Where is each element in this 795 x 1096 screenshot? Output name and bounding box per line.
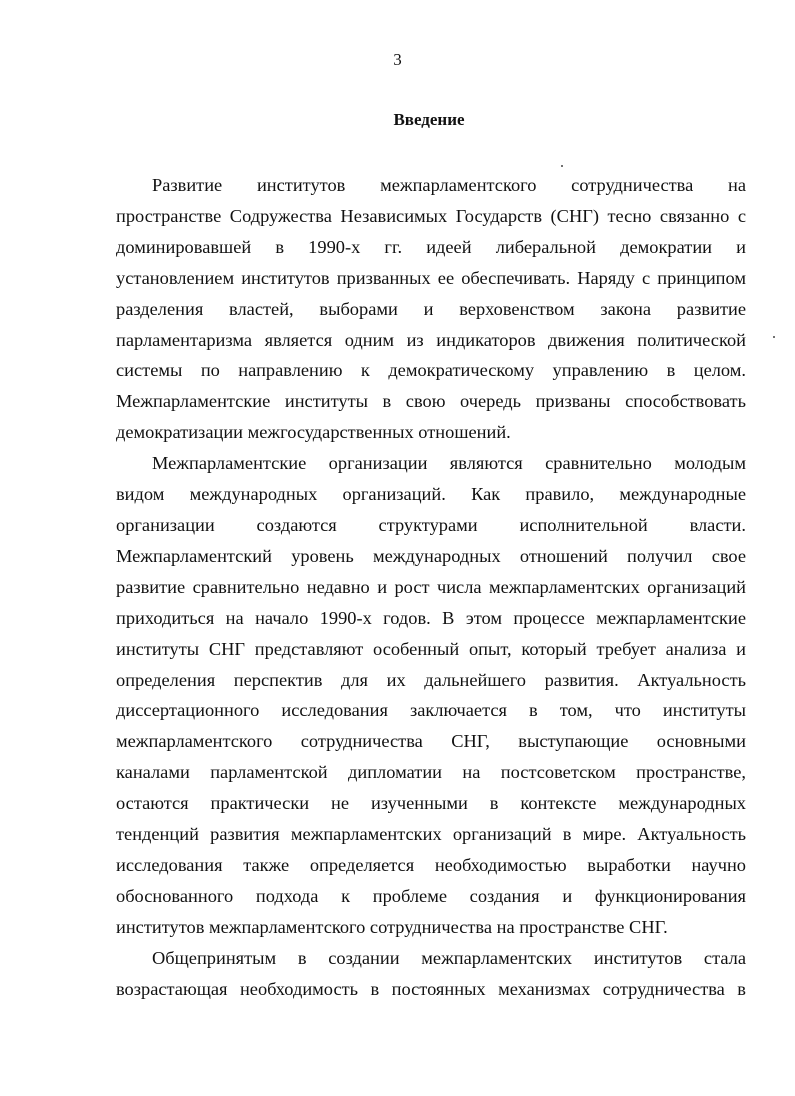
text-line: институтов межпарламентского сотрудничества на пространстве СНГ. bbox=[116, 916, 668, 937]
text-line: Развитие институтов межпарламентского сотрудничества на bbox=[152, 175, 746, 195]
text-line: системы по направлению к демократическому управлению в целом. bbox=[116, 360, 746, 381]
text-line: исследования также определяется необходимостью выработки научно bbox=[116, 854, 746, 875]
text-line: остаются практически не изученными в контексте международных bbox=[116, 793, 746, 814]
text-line: установлением институтов призванных ее обеспечивать. Наряду с принципом bbox=[116, 267, 746, 288]
paragraph-1 bbox=[116, 170, 746, 448]
paragraph-3 bbox=[116, 943, 746, 1005]
text-line: диссертационного исследования заключается в том, что институты bbox=[116, 700, 746, 721]
text-line: каналами парламентской дипломатии на постсоветском пространстве, bbox=[116, 762, 746, 783]
body-text bbox=[116, 170, 746, 1004]
text-line: пространстве Содружества Независимых Государств (СНГ) тесно связанно с bbox=[116, 205, 746, 226]
paragraph-2 bbox=[116, 448, 746, 943]
text-line: межпарламентского сотрудничества СНГ, выступающие основными bbox=[116, 731, 746, 752]
text-line: определения перспектив для их дальнейшего развития. Актуальность bbox=[116, 669, 746, 690]
text-line: Общепринятым в создании межпарламентских институтов стала bbox=[152, 947, 746, 968]
scan-speck bbox=[561, 165, 563, 167]
text-line: организации создаются структурами исполнительной власти. bbox=[116, 514, 746, 535]
text-line: парламентаризма является одним из индикаторов движения политической bbox=[116, 329, 746, 350]
text-line: институты СНГ представляют особенный опыт, который требует анализа и bbox=[116, 638, 746, 659]
text-line: демократизации межгосударственных отношений. bbox=[116, 422, 511, 443]
section-heading: Введение bbox=[393, 110, 465, 129]
text-line: обоснованного подхода к проблеме создания и функционирования bbox=[116, 885, 746, 906]
text-line: доминировавшей в 1990-х гг. идеей либеральной демократии и bbox=[116, 236, 746, 257]
text-line: разделения властей, выборами и верховенством закона развитие bbox=[116, 298, 746, 319]
text-line: развитие сравнительно недавно и рост числа межпарламентских организаций bbox=[116, 576, 746, 597]
text-line: Межпарламентские институты в свою очередь призваны способствовать bbox=[116, 391, 746, 412]
text-line: Межпарламентские организации являются сравнительно молодым bbox=[152, 453, 746, 474]
text-line: возрастающая необходимость в постоянных механизмах сотрудничества в bbox=[116, 978, 746, 999]
text-line: приходиться на начало 1990-х годов. В этом процессе межпарламентские bbox=[116, 607, 746, 628]
scan-speck bbox=[773, 336, 775, 338]
text-line: Межпарламентский уровень международных отношений получил свое bbox=[116, 545, 746, 566]
text-line: видом международных организаций. Как правило, международные bbox=[116, 484, 746, 505]
text-line: тенденций развития межпарламентских организаций в мире. Актуальность bbox=[116, 824, 746, 845]
page-number: 3 bbox=[393, 50, 402, 69]
